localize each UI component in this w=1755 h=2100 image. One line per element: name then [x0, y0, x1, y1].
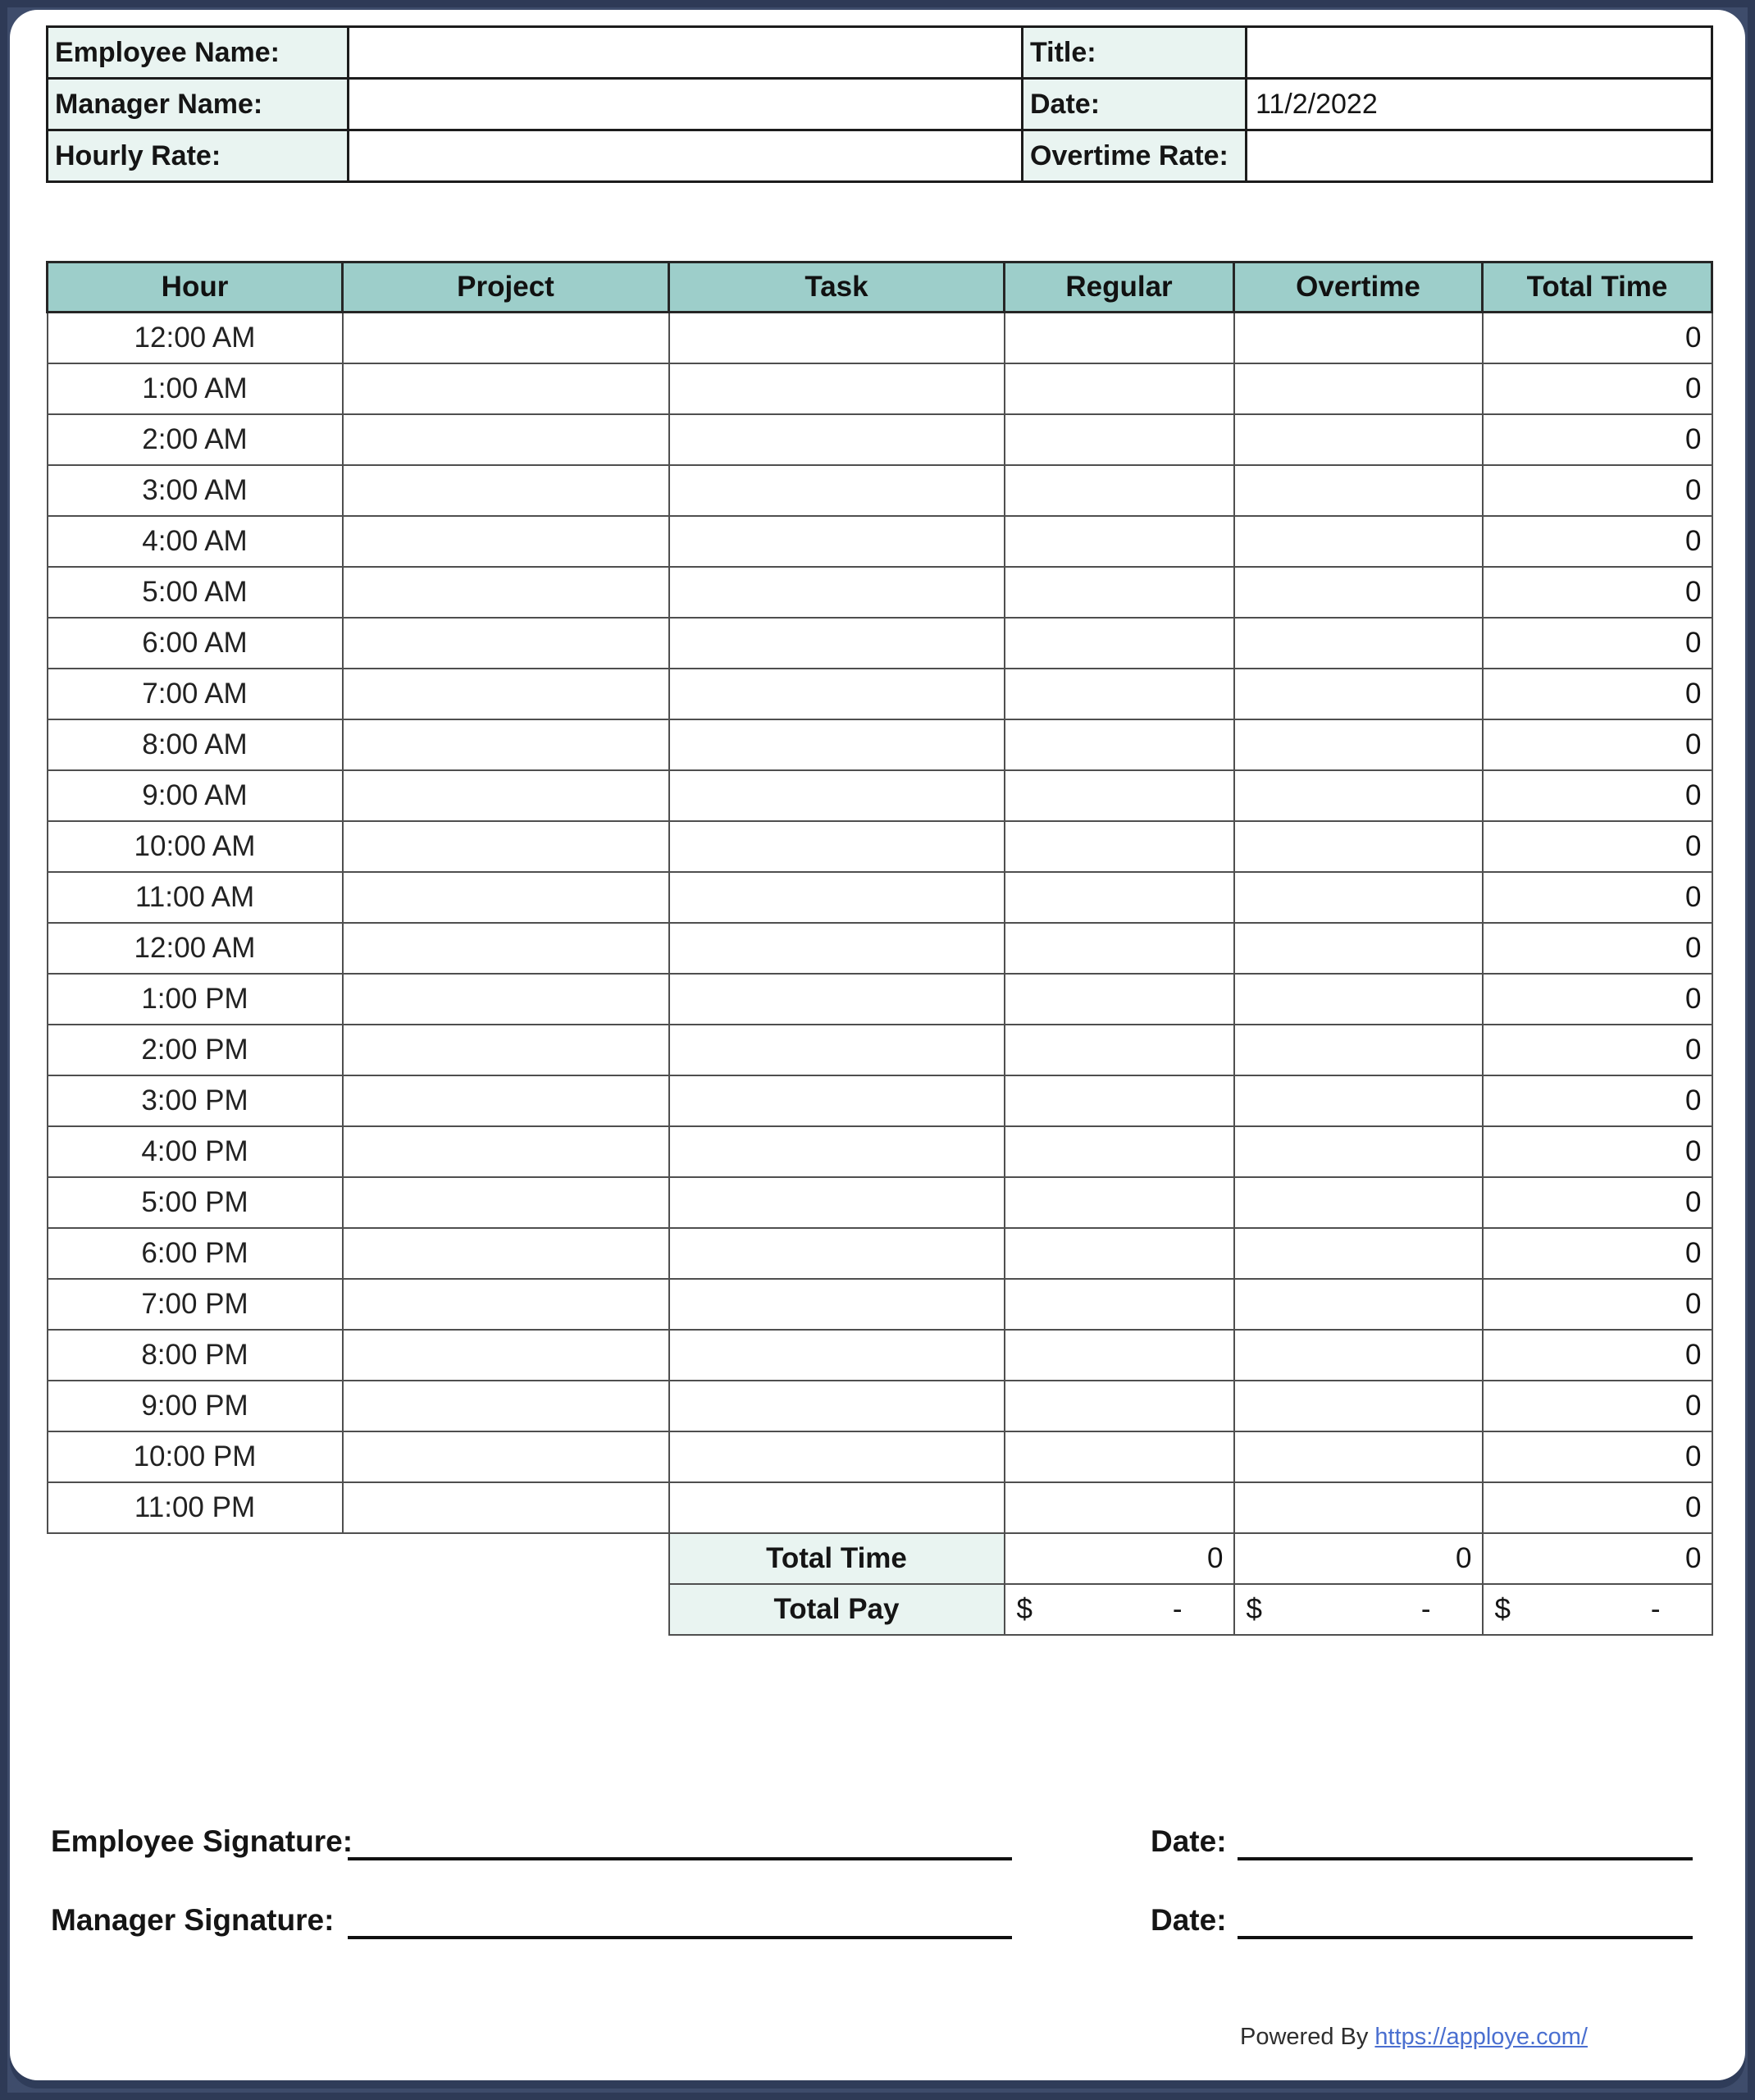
hour-cell: 5:00 AM — [48, 567, 343, 618]
regular-cell[interactable] — [1005, 313, 1234, 363]
employee-name-label: Employee Name: — [48, 27, 349, 79]
column-header-overtime: Overtime — [1234, 262, 1483, 313]
timesheet-row — [48, 618, 1712, 669]
timesheet-row — [48, 770, 1712, 821]
project-cell[interactable] — [343, 363, 669, 414]
regular-cell[interactable] — [1005, 872, 1234, 923]
project-cell[interactable] — [343, 669, 669, 719]
regular-cell[interactable] — [1005, 719, 1234, 770]
timesheet-row — [48, 465, 1712, 516]
overtime-cell[interactable] — [1234, 313, 1483, 363]
project-cell[interactable] — [343, 1330, 669, 1381]
overtime-cell[interactable] — [1234, 923, 1483, 974]
hour-cell: 1:00 AM — [48, 363, 343, 414]
timesheet-row — [48, 1075, 1712, 1126]
overtime-cell[interactable] — [1234, 363, 1483, 414]
project-cell[interactable] — [343, 618, 669, 669]
project-cell[interactable] — [343, 1075, 669, 1126]
task-cell[interactable] — [669, 974, 1005, 1025]
total-time-cell: 0 — [1483, 1126, 1712, 1177]
project-cell[interactable] — [343, 516, 669, 567]
hour-cell: 10:00 PM — [48, 1431, 343, 1482]
hour-cell: 7:00 PM — [48, 1279, 343, 1330]
task-cell[interactable] — [669, 821, 1005, 872]
column-header-hour: Hour — [48, 262, 343, 313]
timesheet-row — [48, 1228, 1712, 1279]
total-pay-row — [48, 1584, 1712, 1635]
empty-space — [48, 1533, 669, 1584]
hour-cell: 2:00 PM — [48, 1025, 343, 1075]
overtime-cell[interactable] — [1234, 414, 1483, 465]
timesheet-page — [10, 10, 1745, 2080]
task-cell[interactable] — [669, 465, 1005, 516]
overtime-cell[interactable] — [1234, 618, 1483, 669]
timesheet-row — [48, 1126, 1712, 1177]
currency-symbol: $ — [1494, 1592, 1511, 1625]
total-time-cell: 0 — [1483, 567, 1712, 618]
info-row — [48, 130, 1712, 182]
total-time-cell: 0 — [1483, 1228, 1712, 1279]
total-pay-grand — [1483, 1584, 1712, 1635]
total-time-cell: 0 — [1483, 414, 1712, 465]
manager-name-field[interactable] — [349, 79, 1023, 130]
manager-date-line[interactable] — [1238, 1936, 1693, 1939]
overtime-cell[interactable] — [1234, 1025, 1483, 1075]
timesheet-row — [48, 363, 1712, 414]
hour-cell: 9:00 PM — [48, 1381, 343, 1431]
info-row — [48, 27, 1712, 79]
overtime-cell[interactable] — [1234, 567, 1483, 618]
total-time-cell: 0 — [1483, 1075, 1712, 1126]
total-time-cell: 0 — [1483, 1482, 1712, 1533]
total-time-overtime: 0 — [1234, 1533, 1483, 1584]
project-cell[interactable] — [343, 1025, 669, 1075]
overtime-cell[interactable] — [1234, 1126, 1483, 1177]
project-cell[interactable] — [343, 1126, 669, 1177]
hour-cell: 3:00 AM — [48, 465, 343, 516]
overtime-cell[interactable] — [1234, 1431, 1483, 1482]
hour-cell: 1:00 PM — [48, 974, 343, 1025]
total-time-cell: 0 — [1483, 313, 1712, 363]
regular-cell[interactable] — [1005, 618, 1234, 669]
timesheet-header-row — [48, 262, 1712, 313]
timesheet-row — [48, 1431, 1712, 1482]
column-header-regular: Regular — [1005, 262, 1234, 313]
task-cell[interactable] — [669, 1381, 1005, 1431]
overtime-cell[interactable] — [1234, 1177, 1483, 1228]
task-cell[interactable] — [669, 770, 1005, 821]
task-cell[interactable] — [669, 1431, 1005, 1482]
task-cell[interactable] — [669, 1330, 1005, 1381]
timesheet-row — [48, 1330, 1712, 1381]
task-cell[interactable] — [669, 669, 1005, 719]
task-cell[interactable] — [669, 1075, 1005, 1126]
title-label: Title: — [1023, 27, 1247, 79]
overtime-cell[interactable] — [1234, 872, 1483, 923]
pay-dash: - — [1420, 1592, 1431, 1625]
timesheet-body — [48, 313, 1712, 1533]
project-cell[interactable] — [343, 1228, 669, 1279]
hour-cell: 3:00 PM — [48, 1075, 343, 1126]
employee-info-table — [46, 25, 1713, 183]
total-time-cell: 0 — [1483, 974, 1712, 1025]
task-cell[interactable] — [669, 414, 1005, 465]
timesheet-row — [48, 414, 1712, 465]
total-time-cell: 0 — [1483, 872, 1712, 923]
total-time-cell: 0 — [1483, 719, 1712, 770]
employee-name-field[interactable] — [349, 27, 1023, 79]
total-time-cell: 0 — [1483, 465, 1712, 516]
timesheet-row — [48, 516, 1712, 567]
regular-cell[interactable] — [1005, 1381, 1234, 1431]
timesheet-row — [48, 923, 1712, 974]
task-cell[interactable] — [669, 1228, 1005, 1279]
project-cell[interactable] — [343, 719, 669, 770]
powered-by-text: Powered By — [1240, 2024, 1369, 2050]
overtime-cell[interactable] — [1234, 719, 1483, 770]
column-header-total-time: Total Time — [1483, 262, 1712, 313]
project-cell[interactable] — [343, 1381, 669, 1431]
total-pay-label: Total Pay — [669, 1584, 1005, 1635]
overtime-cell[interactable] — [1234, 1228, 1483, 1279]
pay-dash: - — [1650, 1592, 1661, 1625]
timesheet-row — [48, 1025, 1712, 1075]
total-time-row — [48, 1533, 1712, 1584]
currency-symbol: $ — [1016, 1592, 1032, 1625]
project-cell[interactable] — [343, 1482, 669, 1533]
regular-cell[interactable] — [1005, 465, 1234, 516]
task-cell[interactable] — [669, 1177, 1005, 1228]
hour-cell: 11:00 PM — [48, 1482, 343, 1533]
regular-cell[interactable] — [1005, 1025, 1234, 1075]
employee-signature-label: Employee Signature: — [51, 1824, 353, 1858]
task-cell[interactable] — [669, 719, 1005, 770]
project-cell[interactable] — [343, 465, 669, 516]
regular-cell[interactable] — [1005, 1228, 1234, 1279]
timesheet-row — [48, 1279, 1712, 1330]
total-time-cell: 0 — [1483, 1177, 1712, 1228]
timesheet-row — [48, 872, 1712, 923]
overtime-cell[interactable] — [1234, 821, 1483, 872]
hourly-rate-field[interactable] — [349, 130, 1023, 182]
footer — [1240, 2024, 1588, 2051]
task-cell[interactable] — [669, 313, 1005, 363]
hour-cell: 7:00 AM — [48, 669, 343, 719]
project-cell[interactable] — [343, 821, 669, 872]
total-time-cell: 0 — [1483, 770, 1712, 821]
total-time-cell: 0 — [1483, 1279, 1712, 1330]
task-cell[interactable] — [669, 363, 1005, 414]
total-pay-overtime — [1234, 1584, 1483, 1635]
total-pay-regular — [1005, 1584, 1234, 1635]
empty-space — [48, 1584, 669, 1635]
project-cell[interactable] — [343, 770, 669, 821]
column-header-project: Project — [343, 262, 669, 313]
hour-cell: 5:00 PM — [48, 1177, 343, 1228]
total-time-cell: 0 — [1483, 923, 1712, 974]
hour-cell: 2:00 AM — [48, 414, 343, 465]
employee-signature-line[interactable] — [348, 1857, 1012, 1860]
total-time-cell: 0 — [1483, 1025, 1712, 1075]
overtime-cell[interactable] — [1234, 1381, 1483, 1431]
timesheet-row — [48, 821, 1712, 872]
project-cell[interactable] — [343, 974, 669, 1025]
overtime-cell[interactable] — [1234, 516, 1483, 567]
date-field[interactable]: 11/2/2022 — [1247, 79, 1712, 130]
task-cell[interactable] — [669, 1482, 1005, 1533]
overtime-cell[interactable] — [1234, 1330, 1483, 1381]
overtime-cell[interactable] — [1234, 465, 1483, 516]
overtime-cell[interactable] — [1234, 974, 1483, 1025]
project-cell[interactable] — [343, 414, 669, 465]
timesheet-row — [48, 1177, 1712, 1228]
total-time-cell: 0 — [1483, 618, 1712, 669]
project-cell[interactable] — [343, 1177, 669, 1228]
hour-cell: 12:00 AM — [48, 313, 343, 363]
task-cell[interactable] — [669, 1279, 1005, 1330]
total-time-cell: 0 — [1483, 1330, 1712, 1381]
task-cell[interactable] — [669, 618, 1005, 669]
employee-date-label: Date: — [1151, 1824, 1227, 1858]
project-cell[interactable] — [343, 567, 669, 618]
task-cell[interactable] — [669, 1025, 1005, 1075]
total-time-regular: 0 — [1005, 1533, 1234, 1584]
total-time-cell: 0 — [1483, 1431, 1712, 1482]
regular-cell[interactable] — [1005, 669, 1234, 719]
hour-cell: 8:00 AM — [48, 719, 343, 770]
manager-signature-line[interactable] — [348, 1936, 1012, 1939]
project-cell[interactable] — [343, 923, 669, 974]
hour-cell: 4:00 AM — [48, 516, 343, 567]
total-time-grand: 0 — [1483, 1533, 1712, 1584]
regular-cell[interactable] — [1005, 1330, 1234, 1381]
currency-symbol: $ — [1246, 1592, 1262, 1625]
timesheet-row — [48, 313, 1712, 363]
total-time-cell: 0 — [1483, 1381, 1712, 1431]
title-field[interactable] — [1247, 27, 1712, 79]
pay-dash: - — [1172, 1592, 1183, 1625]
timesheet-row — [48, 1482, 1712, 1533]
regular-cell[interactable] — [1005, 821, 1234, 872]
regular-cell[interactable] — [1005, 1126, 1234, 1177]
regular-cell[interactable] — [1005, 770, 1234, 821]
project-cell[interactable] — [343, 872, 669, 923]
apploye-link[interactable]: https://apploye.com/ — [1374, 2024, 1588, 2050]
manager-signature-label: Manager Signature: — [51, 1903, 335, 1937]
hourly-rate-label: Hourly Rate: — [48, 130, 349, 182]
total-time-cell: 0 — [1483, 821, 1712, 872]
overtime-cell[interactable] — [1234, 669, 1483, 719]
total-time-cell: 0 — [1483, 363, 1712, 414]
hour-cell: 4:00 PM — [48, 1126, 343, 1177]
overtime-rate-field[interactable] — [1247, 130, 1712, 182]
date-label: Date: — [1023, 79, 1247, 130]
regular-cell[interactable] — [1005, 567, 1234, 618]
regular-cell[interactable] — [1005, 1431, 1234, 1482]
project-cell[interactable] — [343, 1279, 669, 1330]
regular-cell[interactable] — [1005, 1279, 1234, 1330]
total-time-label: Total Time — [669, 1533, 1005, 1584]
info-row — [48, 79, 1712, 130]
manager-date-label: Date: — [1151, 1903, 1227, 1937]
overtime-rate-label: Overtime Rate: — [1023, 130, 1247, 182]
task-cell[interactable] — [669, 1126, 1005, 1177]
overtime-cell[interactable] — [1234, 1075, 1483, 1126]
regular-cell[interactable] — [1005, 414, 1234, 465]
hour-cell: 12:00 AM — [48, 923, 343, 974]
employee-date-line[interactable] — [1238, 1857, 1693, 1860]
project-cell[interactable] — [343, 1431, 669, 1482]
hour-cell: 9:00 AM — [48, 770, 343, 821]
project-cell[interactable] — [343, 313, 669, 363]
total-time-cell: 0 — [1483, 516, 1712, 567]
timesheet-row — [48, 669, 1712, 719]
regular-cell[interactable] — [1005, 974, 1234, 1025]
column-header-task: Task — [669, 262, 1005, 313]
timesheet-row — [48, 567, 1712, 618]
task-cell[interactable] — [669, 567, 1005, 618]
regular-cell[interactable] — [1005, 1177, 1234, 1228]
hour-cell: 6:00 AM — [48, 618, 343, 669]
manager-name-label: Manager Name: — [48, 79, 349, 130]
task-cell[interactable] — [669, 872, 1005, 923]
hour-cell: 10:00 AM — [48, 821, 343, 872]
regular-cell[interactable] — [1005, 363, 1234, 414]
overtime-cell[interactable] — [1234, 770, 1483, 821]
regular-cell[interactable] — [1005, 1482, 1234, 1533]
timesheet-totals — [48, 1533, 1712, 1635]
timesheet-row — [48, 1381, 1712, 1431]
timesheet-table — [46, 261, 1713, 1636]
timesheet-row — [48, 974, 1712, 1025]
task-cell[interactable] — [669, 516, 1005, 567]
hour-cell: 8:00 PM — [48, 1330, 343, 1381]
overtime-cell[interactable] — [1234, 1482, 1483, 1533]
total-time-cell: 0 — [1483, 669, 1712, 719]
regular-cell[interactable] — [1005, 923, 1234, 974]
regular-cell[interactable] — [1005, 1075, 1234, 1126]
task-cell[interactable] — [669, 923, 1005, 974]
hour-cell: 6:00 PM — [48, 1228, 343, 1279]
overtime-cell[interactable] — [1234, 1279, 1483, 1330]
timesheet-row — [48, 719, 1712, 770]
regular-cell[interactable] — [1005, 516, 1234, 567]
hour-cell: 11:00 AM — [48, 872, 343, 923]
